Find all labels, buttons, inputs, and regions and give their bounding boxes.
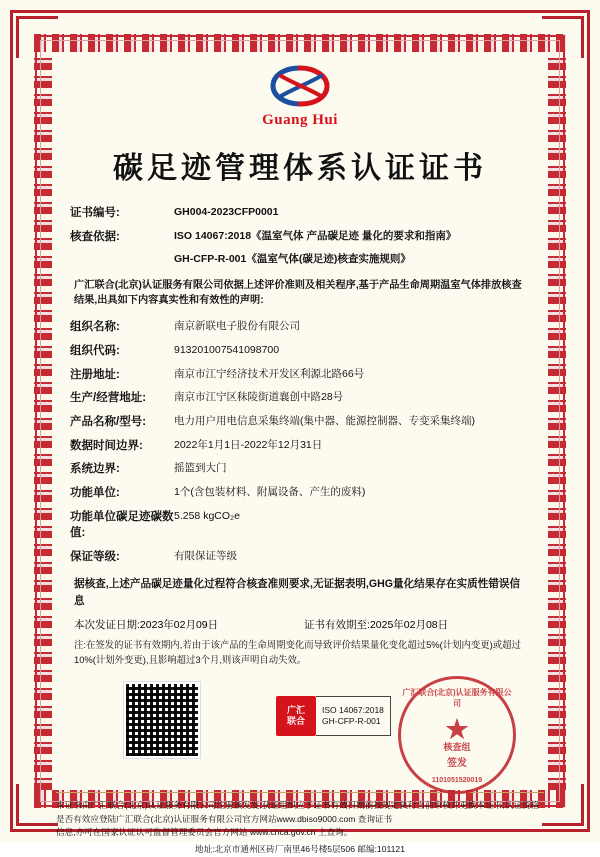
field-label: 生产/经营地址: <box>70 392 147 405</box>
field-row-registered-address <box>70 367 534 384</box>
valid-until-value: 2025年02月08日 <box>369 619 449 632</box>
field-label: 组织代码: <box>70 344 120 357</box>
validity-note: 注:在签发的证书有效期内,若由于该产品的生命周期变化而导致评价结果量化变化超过5%(计划内变更)或超过10%(计划外变更),且影响超过3个月,则该声明自动失效。 <box>74 639 521 666</box>
seal-ring-text: 广汇联合(北京)认证服务有限公司 <box>402 687 512 708</box>
standard-mark-line-1: ISO 14067:2018 <box>322 704 384 715</box>
declaration-text: 广汇联合(北京)认证服务有限公司依据上述评价准则及相关程序,基于产品生命周期温室气体排放核查结果,出具如下内容真实性和有效性的声明: <box>74 279 522 307</box>
field-row-assurance-level <box>70 549 534 566</box>
field-value: 电力用户用电信息采集终端(集中器、能源控制器、专变采集终端) <box>174 414 475 427</box>
field-row-product-name <box>70 414 534 431</box>
issue-date-value: 2023年02月09日 <box>139 619 219 632</box>
field-value: GH-CFP-R-001《温室气体(碳足迹)核查实施规则》 <box>174 253 411 266</box>
certificate-title: 碳足迹管理体系认证证书 <box>113 151 487 186</box>
field-value: 有限保证等级 <box>174 549 237 562</box>
valid-until-label: 证书有效期至: <box>304 619 370 632</box>
field-row-org-name <box>70 319 534 336</box>
logo-brand-text: Guang Hui <box>262 112 338 128</box>
field-value: GH004-2023CFP0001 <box>174 206 279 218</box>
company-seal-stamp <box>398 676 516 794</box>
field-value: 南京市江宁经济技术开发区利源北路66号 <box>174 367 365 380</box>
footer-line-1: 本证书由广汇联合(北京)认证服务有限公司注册颁发发;获证组织应于证书有效日期前按规定执行当前审核并更换本证书;认证资格是否有效应登陆广汇联合(北京)认证服务有限公司官方网站www.dbiso9000.com 查询证书 <box>56 799 540 824</box>
valid-until <box>304 617 530 632</box>
field-row-cert-number <box>70 205 534 222</box>
marks-band <box>48 674 552 790</box>
seal-star-icon: ★ <box>445 714 469 745</box>
field-label: 数据时间边界: <box>70 439 143 452</box>
field-row-operating-address <box>70 390 534 407</box>
field-label: 系统边界: <box>70 463 120 476</box>
standard-mark-text <box>316 696 391 736</box>
standard-mark-line-2: GH-CFP-R-001 <box>322 715 381 726</box>
issue-date-label: 本次发证日期: <box>74 619 140 632</box>
field-label: 功能单位碳足迹碳数值: <box>70 510 174 540</box>
field-label: 证书编号: <box>70 207 120 219</box>
footer-line-2: 信息;亦可在国家认证认可监督管理委员会官方网站 www.cnca.gov.cn 上查询。 <box>56 827 353 838</box>
seal-center-text: 核查组 <box>443 742 471 753</box>
field-label: 产品名称/型号: <box>70 415 147 428</box>
field-row-standard-1 <box>70 229 534 246</box>
logo-block <box>48 48 552 129</box>
certificate-fields <box>48 205 552 668</box>
field-label: 组织名称: <box>70 321 120 334</box>
conclusion-text: 据核查,上述产品碳足迹量化过程符合核查准则要求,无证据表明,GHG量化结果存在实质性错误信息 <box>74 577 521 607</box>
field-value: ISO 14067:2018《温室气体 产品碳足迹 量化的要求和指南》 <box>174 229 457 242</box>
seal-sign-text: 签发 <box>447 757 467 769</box>
field-value: 2022年1月1日-2022年12月31日 <box>174 438 323 451</box>
qr-code-icon[interactable] <box>124 682 200 758</box>
field-label: 注册地址: <box>70 368 120 381</box>
dates-row <box>70 617 534 632</box>
mark-line-2: 联合 <box>286 715 305 726</box>
seal-bottom-text: 1101051520019 <box>431 776 483 784</box>
field-row-standard-2 <box>70 252 534 267</box>
field-label: 核查依据: <box>70 230 120 243</box>
field-row-org-code <box>70 343 534 360</box>
issue-date <box>74 617 304 632</box>
mark-line-1: 广汇 <box>286 705 305 716</box>
field-value: 5.258 kgCO₂e <box>174 509 240 522</box>
field-value: 南京市江宁区秣陵街道襄创中路28号 <box>174 391 344 404</box>
footer-block <box>48 799 552 857</box>
certificate-content <box>48 48 552 855</box>
footer-address: 地址:北京市通州区砖厂南里46号楼5层506 邮编:101121 <box>195 844 405 855</box>
field-value: 1个(含包装材料、附属设备、产生的废料) <box>174 485 366 498</box>
field-value: 摇篮到大门 <box>174 462 227 475</box>
field-row-functional-unit <box>70 485 534 502</box>
field-label: 保证等级: <box>70 550 120 563</box>
accreditation-mark-group <box>276 696 391 736</box>
field-value: 913201007541098700 <box>174 343 280 356</box>
field-row-carbon-value <box>70 509 534 542</box>
seal-center <box>443 716 470 753</box>
field-value: 南京新联电子股份有限公司 <box>174 320 300 333</box>
field-row-system-boundary <box>70 461 534 478</box>
guanghui-logo-mark-icon <box>261 62 339 110</box>
guanghui-mark-icon <box>276 696 316 736</box>
field-row-data-period <box>70 438 534 455</box>
field-label: 功能单位: <box>70 486 120 499</box>
